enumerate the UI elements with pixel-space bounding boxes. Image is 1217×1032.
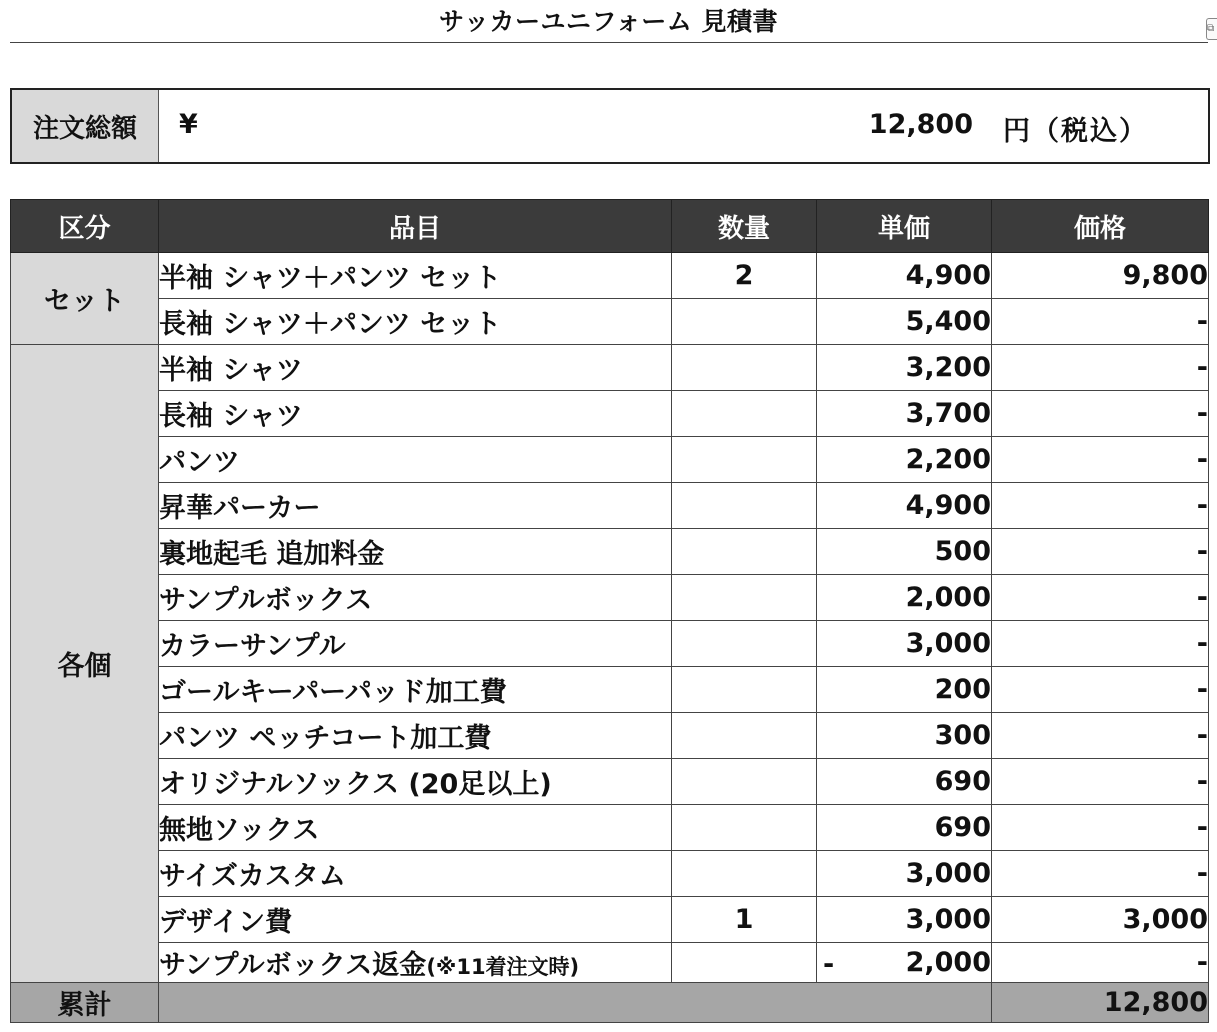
item-cell[interactable]: ゴールキーパーパッド加工費 — [159, 667, 672, 713]
quantity-cell[interactable] — [672, 713, 817, 759]
price-cell[interactable]: - — [992, 529, 1209, 575]
negative-sign: - — [823, 949, 835, 980]
unit-price-cell[interactable]: 3,000 — [817, 897, 992, 943]
quantity-cell[interactable]: 1 — [672, 897, 817, 943]
item-label: サンプルボックス返金 — [159, 950, 427, 981]
sum-label-cell[interactable]: 累計 — [11, 983, 159, 1023]
quantity-cell[interactable] — [672, 529, 817, 575]
sum-blank-cell[interactable] — [159, 983, 992, 1023]
price-cell[interactable]: 9,800 — [992, 253, 1209, 299]
unit-price-cell[interactable] — [817, 943, 992, 983]
item-cell[interactable]: カラーサンプル — [159, 621, 672, 667]
table-row — [11, 575, 1209, 621]
category-cell-set[interactable]: セット — [11, 253, 159, 345]
item-cell[interactable]: デザイン費 — [159, 897, 672, 943]
price-cell[interactable]: - — [992, 437, 1209, 483]
item-cell[interactable]: パンツ — [159, 437, 672, 483]
unit-price-cell[interactable]: 4,900 — [817, 483, 992, 529]
table-row — [11, 943, 1209, 983]
unit-price-cell[interactable]: 200 — [817, 667, 992, 713]
price-cell[interactable]: - — [992, 943, 1209, 983]
estimate-table — [10, 199, 1209, 1023]
order-total-label: 注文総額 — [12, 90, 159, 162]
price-cell[interactable]: - — [992, 851, 1209, 897]
table-row — [11, 391, 1209, 437]
price-cell[interactable]: - — [992, 759, 1209, 805]
header-unit-price[interactable]: 単価 — [817, 200, 992, 253]
unit-price-cell[interactable]: 2,200 — [817, 437, 992, 483]
table-row — [11, 851, 1209, 897]
item-cell[interactable]: 長袖 シャツ＋パンツ セット — [159, 299, 672, 345]
table-row — [11, 437, 1209, 483]
quantity-cell[interactable] — [672, 345, 817, 391]
item-cell[interactable]: 裏地起毛 追加料金 — [159, 529, 672, 575]
table-row — [11, 667, 1209, 713]
unit-price-cell[interactable]: 3,200 — [817, 345, 992, 391]
table-header-row — [11, 200, 1209, 253]
quantity-cell[interactable] — [672, 437, 817, 483]
quantity-cell[interactable] — [672, 805, 817, 851]
price-cell[interactable]: - — [992, 713, 1209, 759]
price-cell[interactable]: - — [992, 483, 1209, 529]
quantity-cell[interactable] — [672, 391, 817, 437]
title-divider — [10, 42, 1208, 43]
header-quantity[interactable]: 数量 — [672, 200, 817, 253]
item-cell[interactable]: 昇華パーカー — [159, 483, 672, 529]
table-row — [11, 483, 1209, 529]
quantity-cell[interactable] — [672, 943, 817, 983]
price-cell[interactable]: - — [992, 391, 1209, 437]
quantity-cell[interactable]: 2 — [672, 253, 817, 299]
table-row — [11, 713, 1209, 759]
item-cell[interactable]: 長袖 シャツ — [159, 391, 672, 437]
quantity-cell[interactable] — [672, 851, 817, 897]
unit-price-cell[interactable]: 2,000 — [817, 575, 992, 621]
price-cell[interactable]: - — [992, 299, 1209, 345]
price-cell[interactable]: 3,000 — [992, 897, 1209, 943]
item-cell[interactable]: パンツ ペッチコート加工費 — [159, 713, 672, 759]
table-row — [11, 759, 1209, 805]
table-row — [11, 805, 1209, 851]
currency-symbol: ¥ — [179, 109, 198, 140]
price-cell[interactable]: - — [992, 805, 1209, 851]
header-category[interactable]: 区分 — [11, 200, 159, 253]
header-item[interactable]: 品目 — [159, 200, 672, 253]
table-row — [11, 529, 1209, 575]
order-total-amount: 12,800 — [868, 109, 973, 140]
sum-row — [11, 983, 1209, 1023]
quantity-cell[interactable] — [672, 667, 817, 713]
unit-price-cell[interactable]: 3,000 — [817, 851, 992, 897]
table-row — [11, 897, 1209, 943]
order-total-box — [10, 88, 1210, 164]
unit-price-cell[interactable]: 3,700 — [817, 391, 992, 437]
category-cell-each[interactable]: 各個 — [11, 345, 159, 983]
item-cell[interactable] — [159, 943, 672, 983]
table-row — [11, 621, 1209, 667]
quantity-cell[interactable] — [672, 299, 817, 345]
price-cell[interactable]: - — [992, 345, 1209, 391]
header-price[interactable]: 価格 — [992, 200, 1209, 253]
item-note: (※11着注文時) — [426, 955, 580, 979]
item-cell[interactable]: サンプルボックス — [159, 575, 672, 621]
quantity-cell[interactable] — [672, 759, 817, 805]
unit-price-cell[interactable]: 300 — [817, 713, 992, 759]
item-cell[interactable]: 半袖 シャツ — [159, 345, 672, 391]
item-cell[interactable]: オリジナルソックス (20足以上) — [159, 759, 672, 805]
quantity-cell[interactable] — [672, 575, 817, 621]
item-cell[interactable]: 無地ソックス — [159, 805, 672, 851]
unit-price-cell[interactable]: 4,900 — [817, 253, 992, 299]
paste-options-icon[interactable]: ⧉ — [1206, 18, 1217, 40]
quantity-cell[interactable] — [672, 483, 817, 529]
quantity-cell[interactable] — [672, 621, 817, 667]
unit-price-value: 2,000 — [905, 947, 991, 978]
item-cell[interactable]: サイズカスタム — [159, 851, 672, 897]
price-cell[interactable]: - — [992, 621, 1209, 667]
table-row — [11, 299, 1209, 345]
price-cell[interactable]: - — [992, 575, 1209, 621]
tax-included-unit: 円（税込） — [1003, 116, 1148, 147]
unit-price-cell[interactable]: 690 — [817, 759, 992, 805]
unit-price-cell[interactable]: 690 — [817, 805, 992, 851]
order-total-value[interactable] — [159, 90, 1208, 162]
table-row — [11, 253, 1209, 299]
table-row — [11, 345, 1209, 391]
unit-price-cell[interactable]: 3,000 — [817, 621, 992, 667]
unit-price-cell[interactable]: 500 — [817, 529, 992, 575]
page-title: サッカーユニフォーム 見積書 — [439, 7, 778, 36]
sum-value-cell[interactable]: 12,800 — [992, 983, 1209, 1023]
price-cell[interactable]: - — [992, 667, 1209, 713]
unit-price-cell[interactable]: 5,400 — [817, 299, 992, 345]
item-cell[interactable]: 半袖 シャツ＋パンツ セット — [159, 253, 672, 299]
